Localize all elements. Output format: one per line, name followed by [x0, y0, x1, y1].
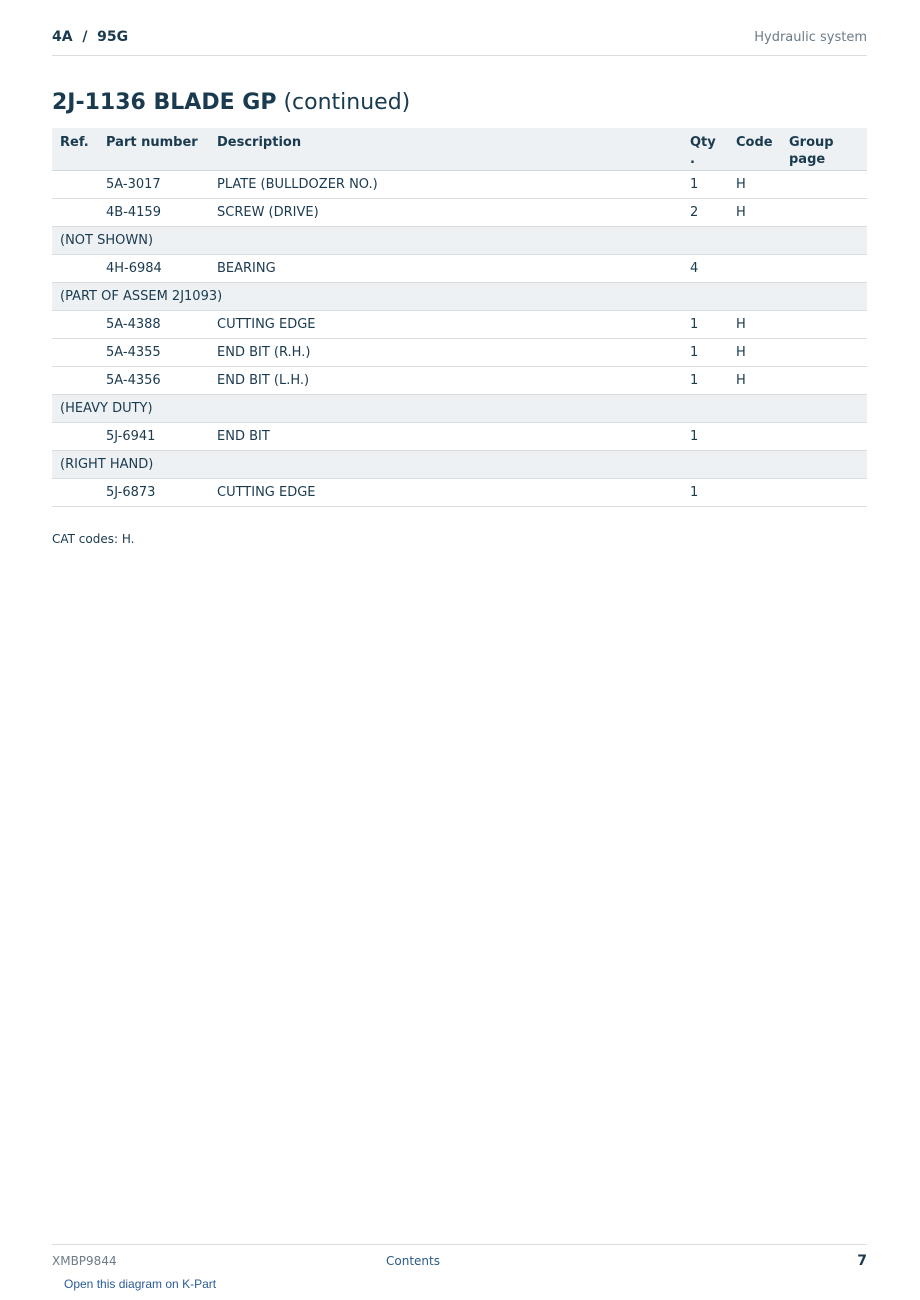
parts-table-body: [52, 170, 867, 506]
continued-label: (continued): [283, 90, 411, 115]
note-text: (RIGHT HAND): [52, 450, 867, 478]
note-text: (NOT SHOWN): [52, 226, 867, 254]
group-page-cell: [781, 170, 867, 198]
part-number-cell: 5A-4356: [98, 366, 209, 394]
code-cell: H: [728, 366, 781, 394]
description-cell: END BIT (R.H.): [209, 338, 682, 366]
column-header-ref: Ref.: [52, 128, 98, 170]
qty-cell: 1: [682, 338, 728, 366]
part-number-cell: 4H-6984: [98, 254, 209, 282]
page-footer: [52, 1244, 867, 1269]
description-cell: END BIT (L.H.): [209, 366, 682, 394]
code-cell: [728, 254, 781, 282]
qty-cell: 1: [682, 478, 728, 506]
table-row: [52, 310, 867, 338]
description-cell: BEARING: [209, 254, 682, 282]
document-id: XMBP9844: [52, 1254, 117, 1268]
table-row: [52, 366, 867, 394]
page-number: 7: [857, 1253, 867, 1269]
code-cell: [728, 478, 781, 506]
group-page-cell: [781, 478, 867, 506]
description-cell: SCREW (DRIVE): [209, 198, 682, 226]
ref-cell: [52, 198, 98, 226]
code-cell: H: [728, 310, 781, 338]
group-page-cell: [781, 422, 867, 450]
ref-cell: [52, 338, 98, 366]
part-number-cell: 5A-4355: [98, 338, 209, 366]
group-page-cell: [781, 310, 867, 338]
ref-cell: [52, 422, 98, 450]
code-cell: H: [728, 198, 781, 226]
contents-link[interactable]: Contents: [386, 1254, 440, 1268]
note-text: (HEAVY DUTY): [52, 394, 867, 422]
qty-cell: 4: [682, 254, 728, 282]
ref-cell: [52, 366, 98, 394]
qty-cell: 2: [682, 198, 728, 226]
part-number-cell: 5A-4388: [98, 310, 209, 338]
group-page-cell: [781, 254, 867, 282]
part-number-cell: 5A-3017: [98, 170, 209, 198]
code-cell: H: [728, 338, 781, 366]
ref-cell: [52, 254, 98, 282]
part-number-cell: 5J-6873: [98, 478, 209, 506]
column-header-description: Description: [209, 128, 682, 170]
description-cell: CUTTING EDGE: [209, 478, 682, 506]
table-note-row: [52, 282, 867, 310]
open-kpart-link[interactable]: Open this diagram on K-Part: [64, 1277, 217, 1291]
table-row: [52, 478, 867, 506]
code-cell: H: [728, 170, 781, 198]
table-row: [52, 170, 867, 198]
parts-table: [52, 128, 867, 507]
group-page-cell: [781, 198, 867, 226]
part-number-cell: 4B-4159: [98, 198, 209, 226]
column-header-part-number: Part number: [98, 128, 209, 170]
qty-cell: 1: [682, 422, 728, 450]
table-row: [52, 422, 867, 450]
ref-cell: [52, 310, 98, 338]
assembly-title: 2J-1136 BLADE GP: [52, 90, 277, 115]
table-header-row: [52, 128, 867, 170]
breadcrumb: 4A / 95G: [52, 29, 129, 45]
description-cell: END BIT: [209, 422, 682, 450]
ref-cell: [52, 478, 98, 506]
table-row: [52, 338, 867, 366]
column-header-group-page: Group page: [781, 128, 867, 170]
column-header-code: Code: [728, 128, 781, 170]
qty-cell: 1: [682, 170, 728, 198]
code-cell: [728, 422, 781, 450]
column-header-qty: Qty .: [682, 128, 728, 170]
page-title: [52, 90, 410, 115]
table-note-row: [52, 394, 867, 422]
description-cell: PLATE (BULLDOZER NO.): [209, 170, 682, 198]
section-title: Hydraulic system: [754, 30, 867, 45]
table-note-row: [52, 450, 867, 478]
qty-cell: 1: [682, 366, 728, 394]
description-cell: CUTTING EDGE: [209, 310, 682, 338]
table-row: [52, 254, 867, 282]
qty-cell: 1: [682, 310, 728, 338]
page-header: [52, 28, 867, 56]
note-text: (PART OF ASSEM 2J1093): [52, 282, 867, 310]
part-number-cell: 5J-6941: [98, 422, 209, 450]
group-page-cell: [781, 366, 867, 394]
group-page-cell: [781, 338, 867, 366]
ref-cell: [52, 170, 98, 198]
table-note-row: [52, 226, 867, 254]
table-row: [52, 198, 867, 226]
cat-codes-note: CAT codes: H.: [52, 532, 135, 546]
